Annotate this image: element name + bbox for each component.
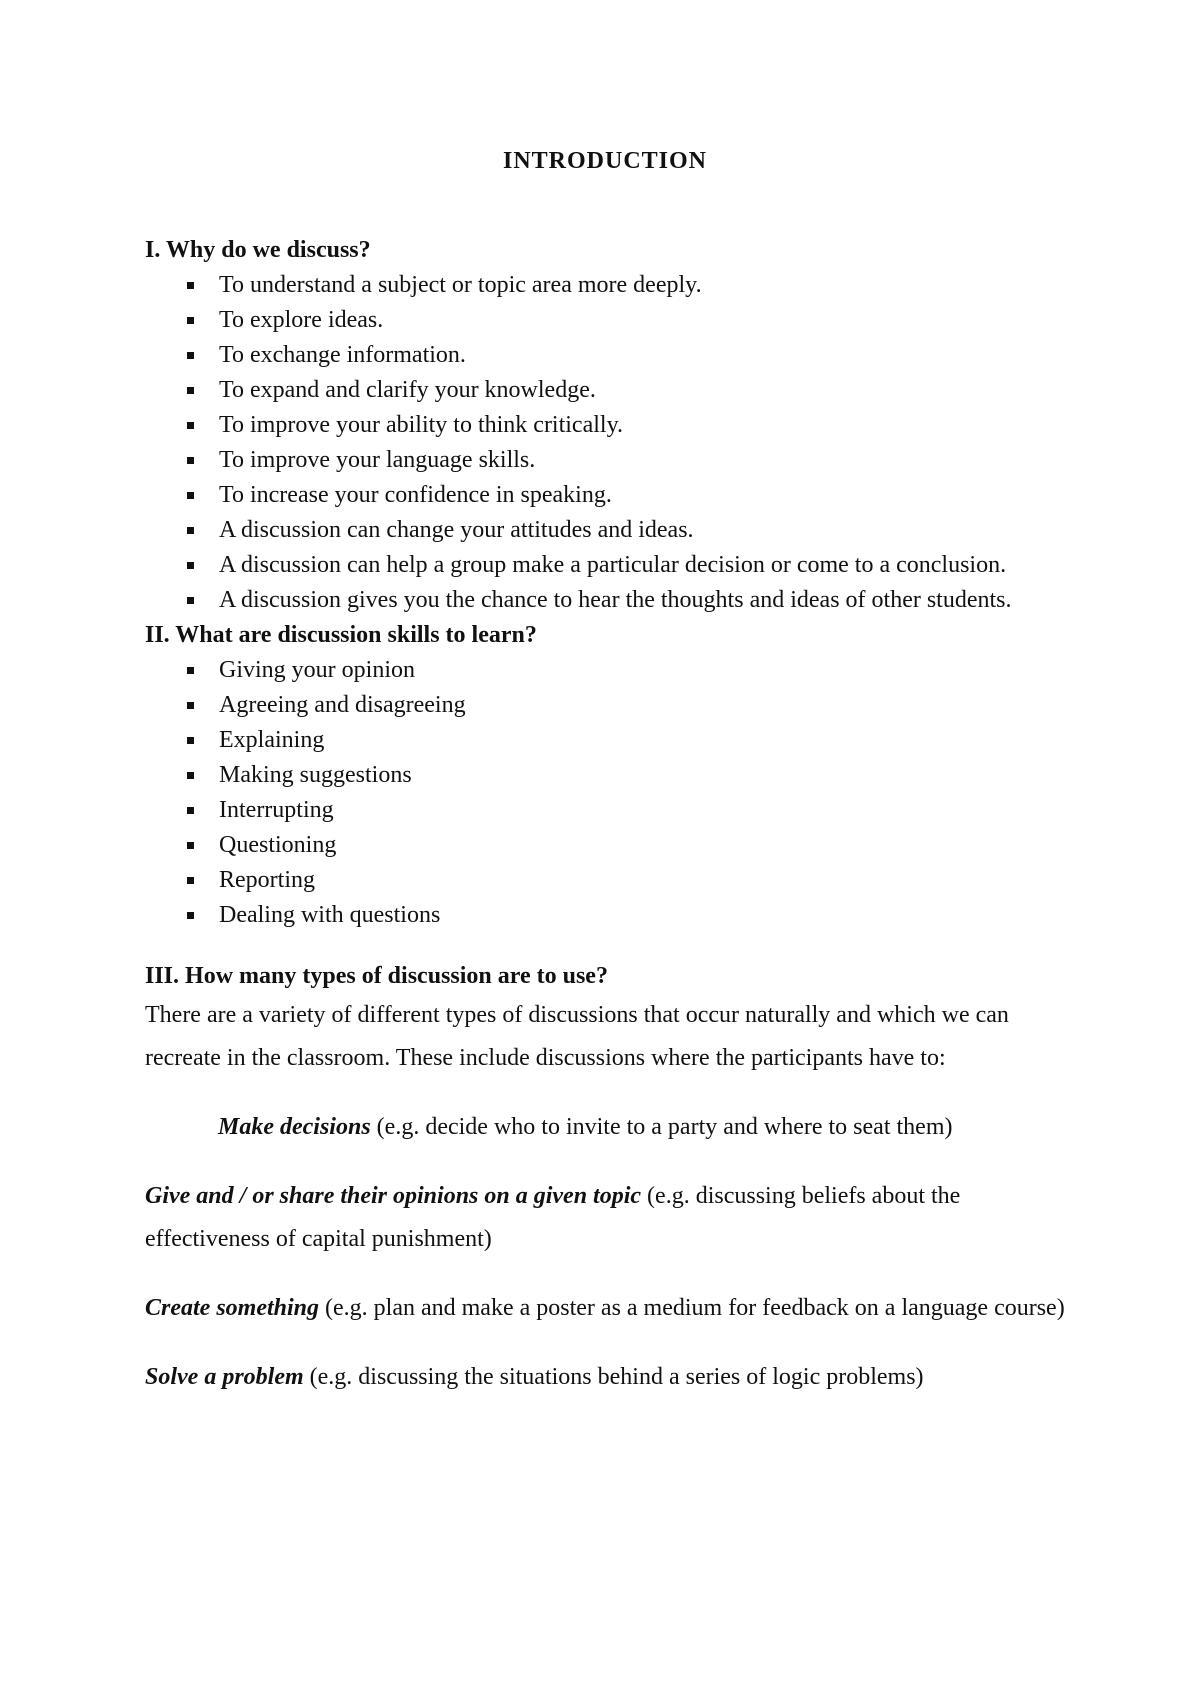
discussion-type-share-opinions [145,1175,1065,1261]
paragraph-gap [145,1330,1065,1356]
intro-paragraph: There are a variety of different types of discussions that occur naturally and which we can recreate in the classroom. These include discussions where the participants have to: [145,1002,1009,1071]
discussion-type-make-decisions [145,1106,1065,1149]
square-bullet-icon [187,912,194,919]
discussion-type-term: Create something [145,1295,320,1321]
list-item-text: A discussion can help a group make a particular decision or come to a conclusion. [219,552,1007,578]
list-item [145,758,1065,793]
list-item [145,548,1065,583]
list-item-text: Interrupting [219,797,334,823]
square-bullet-icon [187,667,194,674]
list-item [145,583,1065,618]
list-item-text: Reporting [219,867,315,893]
discussion-type-example: (e.g. discussing beliefs about the effectiveness of capital punishment) [145,1183,961,1252]
discussion-type-term: Make decisions [218,1114,371,1140]
paragraph-gap [145,1261,1065,1287]
square-bullet-icon [187,527,194,534]
section-heading-discussion-skills: II. What are discussion skills to learn? [145,622,537,648]
square-bullet-icon [187,702,194,709]
discussion-type-term: Solve a problem [145,1364,304,1390]
discussion-type-create-something [145,1287,1065,1330]
list-item-text: To improve your ability to think critically. [219,412,624,438]
list-item-text: Agreeing and disagreeing [219,692,466,718]
list-item [145,793,1065,828]
discussion-type-example: (e.g. plan and make a poster as a medium for feedback on a language course) [319,1295,1065,1321]
list-item-text: Giving your opinion [219,657,415,683]
list-item [145,478,1065,513]
list-item [145,268,1065,303]
list-item [145,898,1065,933]
paragraph-gap [145,1080,1065,1106]
list-item-text: Dealing with questions [219,902,441,928]
list-item [145,863,1065,898]
square-bullet-icon [187,457,194,464]
list-item-text: Explaining [219,727,325,753]
list-item-text: Questioning [219,832,337,858]
list-item [145,688,1065,723]
section-heading-discussion-types: III. How many types of discussion are to use? [145,963,608,989]
list-item-text: To understand a subject or topic area more deeply. [219,272,702,298]
list-item-text: To exchange information. [219,342,466,368]
list-item [145,828,1065,863]
square-bullet-icon [187,282,194,289]
section-spacer [145,933,1065,959]
list-item [145,653,1065,688]
list-item [145,723,1065,758]
discussion-type-solve-problem [145,1356,1065,1399]
square-bullet-icon [187,597,194,604]
list-item [145,408,1065,443]
list-item-text: A discussion gives you the chance to hear the thoughts and ideas of other students. [219,587,1012,613]
list-item-text: A discussion can change your attitudes and ideas. [219,517,694,543]
list-item-text: Making suggestions [219,762,412,788]
list-item-text: To increase your confidence in speaking. [219,482,612,508]
bullet-list-skills [145,653,1065,933]
list-item [145,443,1065,478]
square-bullet-icon [187,877,194,884]
paragraph-gap [145,1149,1065,1175]
square-bullet-icon [187,737,194,744]
square-bullet-icon [187,317,194,324]
page-title: INTRODUCTION [502,148,708,174]
square-bullet-icon [187,352,194,359]
bullet-list-reasons [145,268,1065,618]
list-item [145,373,1065,408]
square-bullet-icon [187,842,194,849]
section-heading-why-discuss: I. Why do we discuss? [145,237,371,263]
list-item-text: To improve your language skills. [219,447,536,473]
list-item [145,303,1065,338]
list-item-text: To explore ideas. [219,307,384,333]
square-bullet-icon [187,807,194,814]
list-item [145,338,1065,373]
discussion-type-example: (e.g. decide who to invite to a party and where to seat them) [370,1114,953,1140]
square-bullet-icon [187,772,194,779]
discussion-type-example: (e.g. discussing the situations behind a series of logic problems) [303,1364,924,1390]
square-bullet-icon [187,562,194,569]
square-bullet-icon [187,387,194,394]
square-bullet-icon [187,492,194,499]
document-content [145,144,1065,1399]
discussion-type-term: Give and / or share their opinions on a given topic [145,1183,642,1209]
list-item-text: To expand and clarify your knowledge. [219,377,596,403]
list-item [145,513,1065,548]
square-bullet-icon [187,422,194,429]
